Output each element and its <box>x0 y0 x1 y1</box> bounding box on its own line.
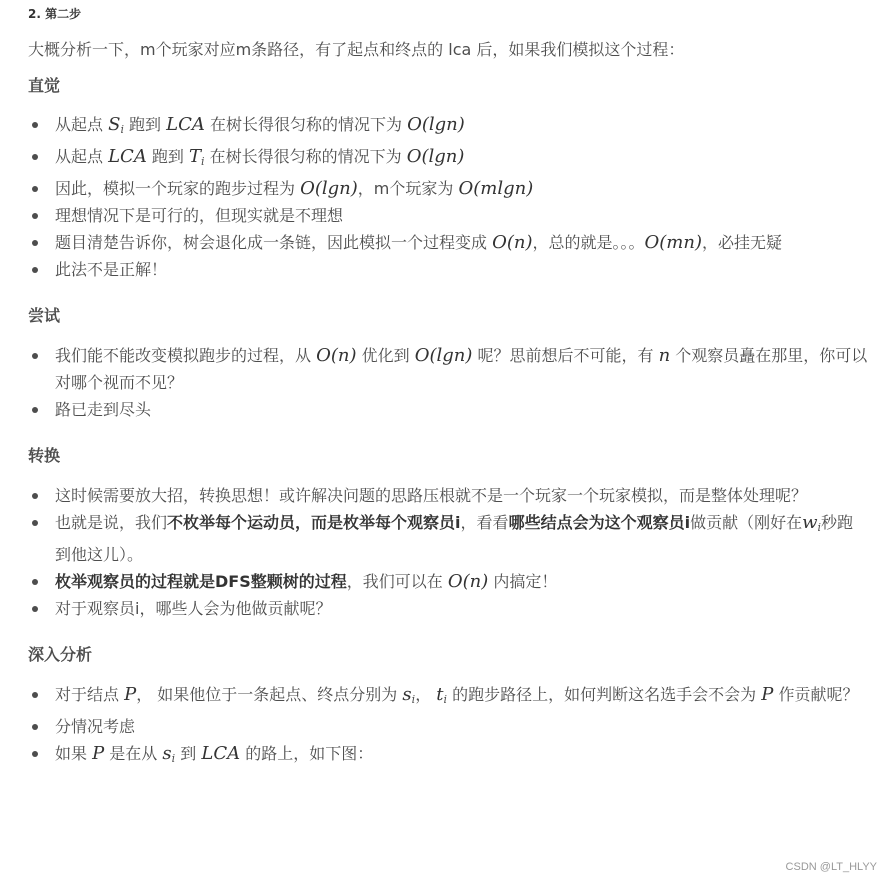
list-item: 从起点 $S_i$ 跑到 LCA 在树长得很匀称的情况下为 O(lgn) <box>28 111 868 143</box>
list-item: 路已走到尽头 <box>28 396 868 423</box>
list-item: 题目清楚告诉你，树会退化成一条链，因此模拟一个过程变成 O(n)，总的就是。。。O(mn)，必挂无疑 <box>28 229 868 256</box>
heading-deep-analysis: 深入分析 <box>28 645 93 664</box>
heading-transform: 转换 <box>28 446 61 465</box>
list-item: 分情况考虑 <box>28 713 868 740</box>
watermark: CSDN @LT_HLYY <box>785 861 877 873</box>
list-item: 这时候需要放大招，转换思想！或许解决问题的思路压根就不是一个玩家一个玩家模拟，而是整体处理呢？ <box>28 482 868 509</box>
list-item: 对于观察员i，哪些人会为他做贡献呢？ <box>28 595 868 622</box>
section-title: 2. 第二步 <box>28 7 82 21</box>
transform-list <box>28 482 868 622</box>
list-item: 如果 P 是在从 $s_i$ 到 LCA 的路上，如下图： <box>28 740 868 772</box>
intro-paragraph: 大概分析一下，m个玩家对应m条路径，有了起点和终点的 lca 后，如果我们模拟这个过程： <box>28 40 685 59</box>
heading-attempt: 尝试 <box>28 306 61 325</box>
list-item: 枚举观察员的过程就是DFS整颗树的过程，我们可以在 O(n) 内搞定！ <box>28 568 868 595</box>
attempt-list <box>28 342 868 423</box>
list-item: 也就是说，我们不枚举每个运动员，而是枚举每个观察员i，看看哪些结点会为这个观察员i做贡献（刚好在$w_i$秒跑到他这儿）。 <box>28 509 868 568</box>
deep-analysis-list <box>28 681 868 772</box>
list-item: 我们能不能改变模拟跑步的过程，从 O(n) 优化到 O(lgn) 呢？思前想后不可能，有 n 个观察员矗在那里，你可以对哪个视而不见？ <box>28 342 868 396</box>
heading-intuition: 直觉 <box>28 76 61 95</box>
article-content <box>28 0 868 772</box>
list-item: 因此，模拟一个玩家的跑步过程为 O(lgn)，m个玩家为 O(mlgn) <box>28 175 868 202</box>
list-item: 理想情况下是可行的，但现实就是不理想 <box>28 202 868 229</box>
intuition-list <box>28 111 868 283</box>
list-item: 从起点 LCA 跑到 $T_i$ 在树长得很匀称的情况下为 O(lgn) <box>28 143 868 175</box>
list-item: 此法不是正解！ <box>28 256 868 283</box>
list-item: 对于结点 P， 如果他位于一条起点、终点分别为 $s_i$， $t_i$ 的跑步路径上，如何判断这名选手会不会为 P 作贡献呢？ <box>28 681 868 713</box>
